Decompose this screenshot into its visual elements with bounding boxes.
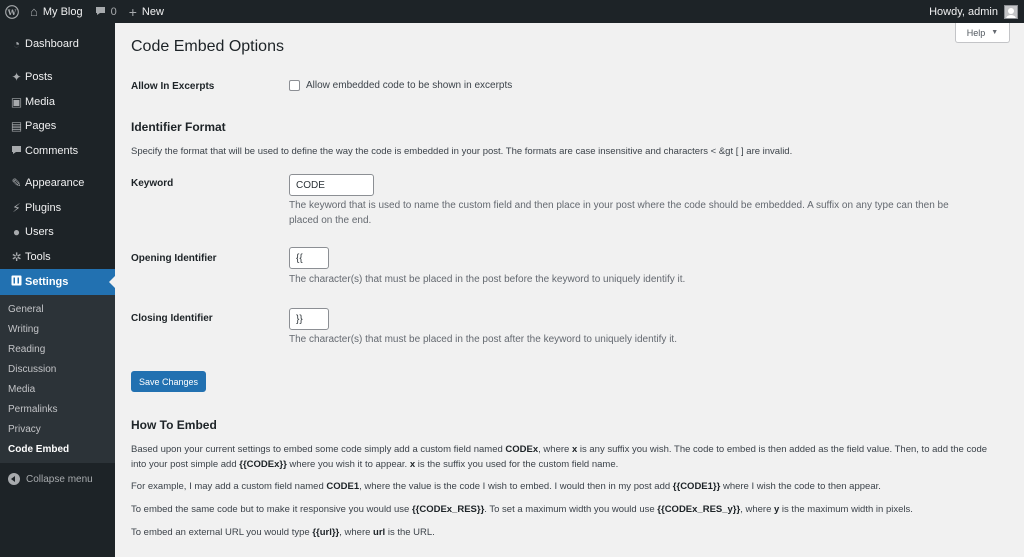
submenu-item-discussion[interactable]: Discussion — [8, 363, 57, 375]
sidebar-item-label: Settings — [25, 276, 69, 288]
submenu-item-code-embed[interactable]: Code Embed — [8, 443, 70, 455]
pages-icon: ▤ — [10, 119, 23, 134]
page-title: Code Embed Options — [131, 38, 284, 55]
keyword-description — [289, 198, 1009, 228]
submenu-item-general[interactable]: General — [8, 303, 44, 315]
site-name-link[interactable] — [24, 0, 89, 23]
submenu-item-writing[interactable]: Writing — [8, 323, 39, 335]
sidebar-item-pages[interactable] — [0, 114, 115, 139]
sidebar-item-label: Comments — [25, 144, 79, 157]
sidebar-item-label: Posts — [25, 71, 53, 84]
keyword-label: Keyword — [131, 178, 174, 189]
wrench-icon: ✲ — [11, 249, 22, 264]
sidebar-item-label: Users — [25, 226, 54, 239]
closing-identifier-description: The character(s) that must be placed in the post after the keyword to uniquely identify it. — [289, 334, 677, 345]
sidebar-item-settings[interactable] — [0, 269, 115, 295]
caret-down-icon: ▼ — [991, 29, 999, 36]
sidebar-item-label: Pages — [25, 120, 57, 133]
closing-identifier-input[interactable]: }} — [289, 308, 329, 330]
admin-sidebar — [0, 23, 115, 557]
brush-icon: ✎ — [11, 176, 22, 191]
avatar — [1004, 5, 1018, 19]
keyword-description-line: The keyword that is used to name the custom field and then place in your post where the code should be embedded. A suffix on any type can then be — [289, 200, 949, 211]
site-name: My Blog — [42, 5, 83, 18]
svg-text:W: W — [7, 7, 17, 17]
home-icon: ⌂ — [30, 4, 38, 19]
closing-identifier-label: Closing Identifier — [131, 313, 213, 324]
sidebar-item-appearance[interactable] — [0, 171, 115, 196]
how-to-paragraph-3: To embed the same code but to make it responsive you would use {{CODEx_RES}}. To set a maximum width you would use {{CODEx_RES_y}}, where y is the maximum width in pixels. — [131, 504, 913, 515]
comment-bubble-icon — [95, 5, 106, 18]
comment-icon — [8, 144, 25, 158]
settings-icon — [8, 275, 25, 289]
admin-bar — [0, 0, 1024, 23]
help-label: Help — [966, 27, 986, 38]
sidebar-item-comments[interactable] — [0, 139, 115, 164]
excerpts-checkbox[interactable] — [289, 80, 300, 91]
opening-identifier-input[interactable]: {{ — [289, 247, 329, 269]
pin-icon: ✦ — [11, 70, 22, 85]
sidebar-item-tools[interactable] — [0, 245, 115, 270]
new-content-link[interactable] — [123, 0, 170, 23]
identifier-format-heading: Identifier Format — [131, 120, 226, 134]
identifier-format-intro: Specify the format that will be used to define the way the code is embedded in your post. The formats are case insensitive and characters < &gt [ ] are invalid. — [131, 146, 793, 157]
sidebar-item-label: Appearance — [25, 177, 85, 190]
excerpts-checkbox-label: Allow embedded code to be shown in excerpts — [306, 80, 513, 91]
sidebar-item-posts[interactable] — [0, 65, 115, 90]
excerpts-checkbox-row[interactable] — [289, 80, 512, 91]
howdy-text: Howdy, admin — [929, 5, 998, 18]
sidebar-item-dashboard[interactable] — [0, 31, 115, 57]
sidebar-item-label: Dashboard — [25, 38, 79, 50]
plug-icon: ⚡ — [12, 200, 21, 215]
opening-identifier-description: The character(s) that must be placed in the post before the keyword to uniquely identify it. — [289, 274, 686, 285]
keyword-input[interactable]: CODE — [289, 174, 374, 196]
submenu-item-permalinks[interactable]: Permalinks — [8, 403, 58, 415]
how-to-embed-heading: How To Embed — [131, 418, 217, 432]
account-menu[interactable] — [929, 0, 1024, 23]
comments-link[interactable] — [89, 0, 123, 23]
how-to-paragraph-2: For example, I may add a custom field named CODE1, where the value is the code I wish to embed. I would then in my post add {{CODE1}} where I wish the code to then appear. — [131, 481, 881, 492]
excerpts-label: Allow In Excerpts — [131, 81, 215, 92]
collapse-arrow-icon — [8, 473, 20, 485]
plus-icon: + — [128, 3, 137, 20]
opening-identifier-label: Opening Identifier — [131, 253, 217, 264]
keyword-description-line: placed on the end. — [289, 215, 372, 226]
help-button[interactable] — [955, 23, 1010, 43]
how-to-paragraph-1: Based upon your current settings to embed some code simply add a custom field named CODEx, where x is any suffix you wish. The code to embed is then added as the field value. Then, to add the code into your post simple add {{CODEx}} where you wish it to appear. x is the suffix you used for the custom field name. — [131, 444, 988, 470]
sidebar-item-label: Media — [25, 95, 55, 108]
wordpress-logo-icon[interactable] — [0, 0, 24, 23]
submenu-item-privacy[interactable]: Privacy — [8, 423, 41, 435]
user-icon: ● — [12, 225, 21, 240]
comment-count: 0 — [110, 5, 117, 18]
sidebar-item-plugins[interactable] — [0, 196, 115, 221]
collapse-menu-label: Collapse menu — [26, 473, 93, 485]
dashboard-icon: ◔ — [12, 37, 21, 51]
sidebar-item-label: Plugins — [25, 201, 62, 214]
sidebar-item-users[interactable] — [0, 220, 115, 245]
save-changes-button[interactable]: Save Changes — [131, 371, 206, 392]
new-label: New — [141, 5, 164, 18]
sidebar-item-label: Tools — [25, 250, 51, 263]
collapse-menu-button[interactable] — [0, 467, 115, 491]
submenu-item-reading[interactable]: Reading — [8, 343, 46, 355]
settings-submenu — [0, 295, 115, 463]
submenu-item-media[interactable]: Media — [8, 383, 36, 395]
main-content — [115, 23, 1024, 557]
media-icon: ▣ — [10, 94, 23, 109]
sidebar-item-media[interactable] — [0, 90, 115, 115]
how-to-paragraph-4: To embed an external URL you would type {{url}}, where url is the URL. — [131, 527, 435, 538]
